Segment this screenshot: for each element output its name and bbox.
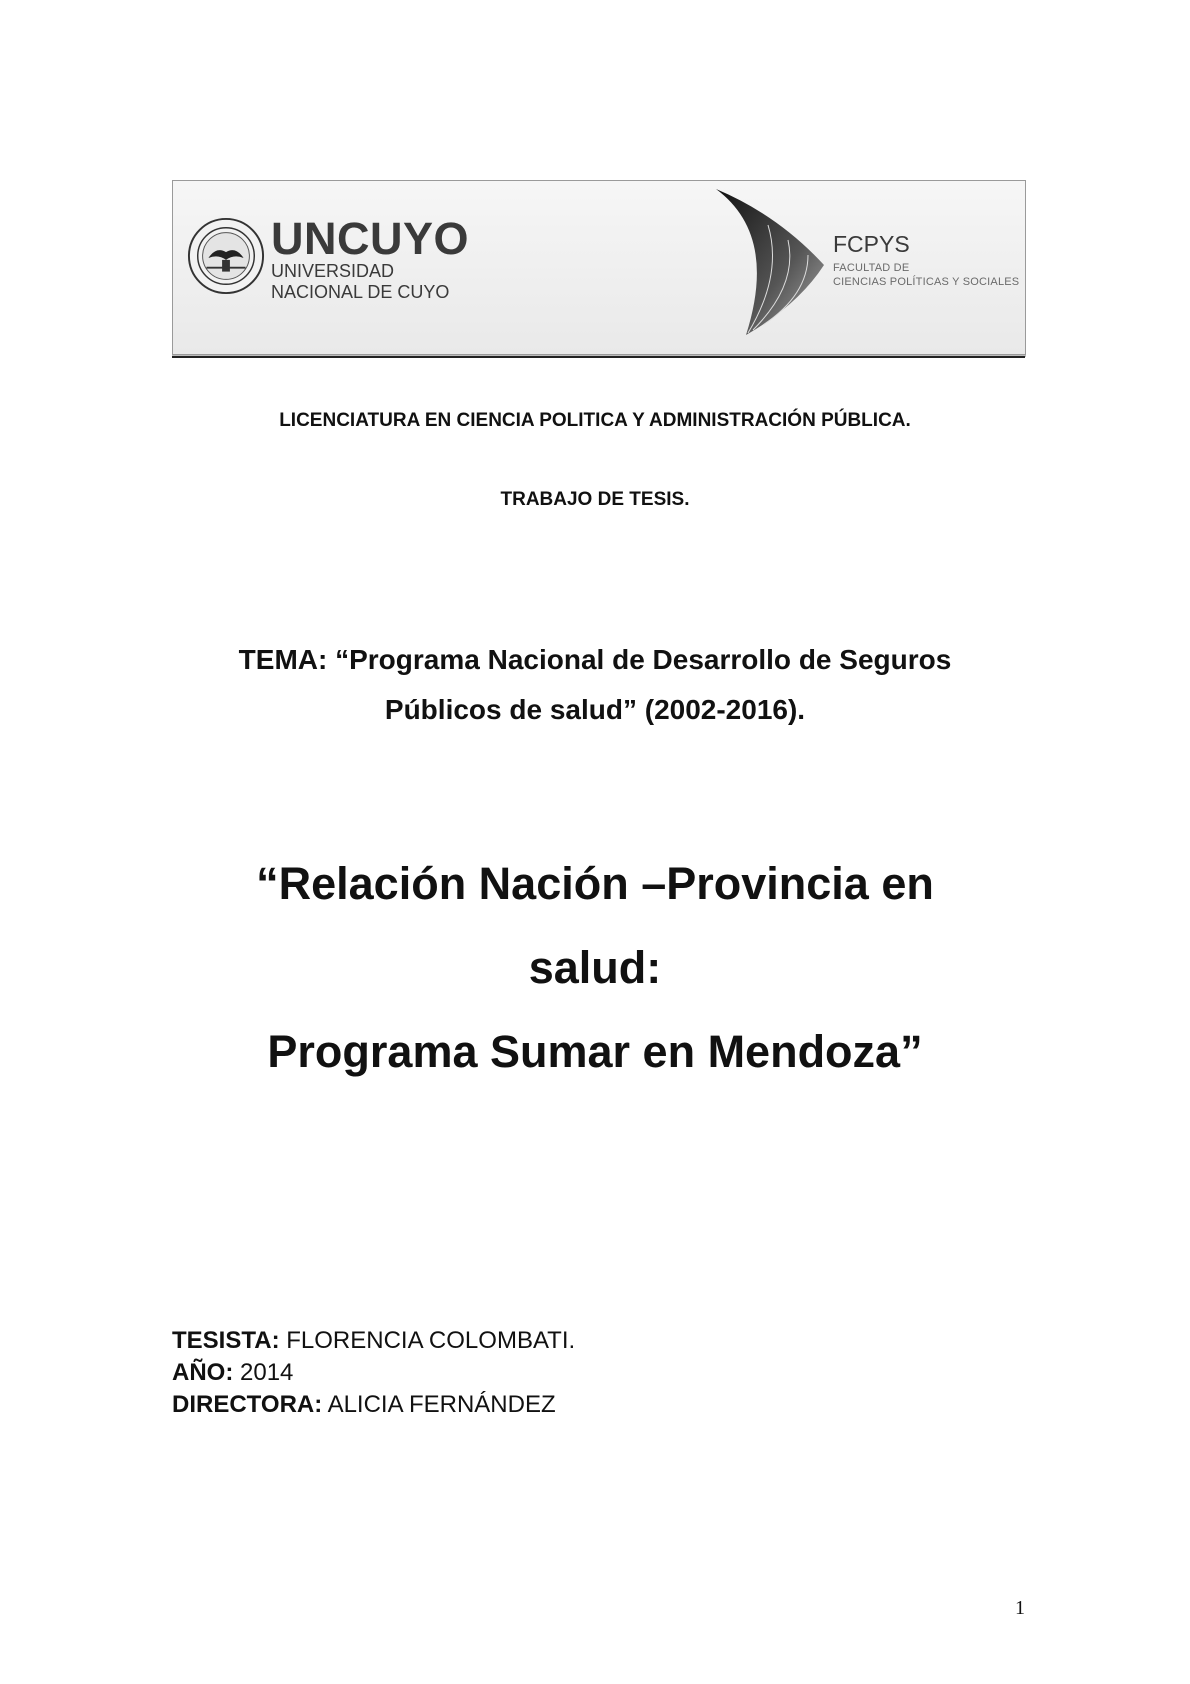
university-line-2: NACIONAL DE CUYO <box>271 282 450 302</box>
degree-title: LICENCIATURA EN CIENCIA POLITICA Y ADMINISTRACIÓN PÚBLICA. <box>279 410 911 431</box>
university-line-1: UNIVERSIDAD <box>271 261 395 281</box>
faculty-acronym: FCPYS <box>833 231 910 257</box>
thesis-title-line-3: Programa Sumar en Mendoza” <box>267 1026 923 1077</box>
document-type: TRABAJO DE TESIS. <box>500 489 690 510</box>
anio-label: AÑO: <box>172 1359 234 1386</box>
directora-label: DIRECTORA: <box>172 1391 323 1418</box>
tesista-value: FLORENCIA COLOMBATI. <box>286 1327 576 1354</box>
thesis-title-line-2: salud: <box>528 942 662 993</box>
tema-line-2: Públicos de salud” (2002-2016). <box>384 694 806 725</box>
directora-value: ALICIA FERNÁNDEZ <box>327 1391 556 1418</box>
university-seal-icon <box>187 217 265 295</box>
anio-row <box>172 1357 575 1389</box>
page-number: 1 <box>1015 1597 1025 1619</box>
faculty-line-2: CIENCIAS POLÍTICAS Y SOCIALES <box>833 276 1020 288</box>
tesista-row <box>172 1325 575 1357</box>
header-divider <box>172 356 1025 358</box>
faculty-line-1: FACULTAD DE <box>833 262 910 274</box>
university-name <box>271 261 449 303</box>
tema-label: TEMA: <box>238 644 328 675</box>
header-banner <box>172 180 1026 355</box>
thesis-title-line-1: “Relación Nación –Provincia en <box>256 858 934 909</box>
faculty-sail-logo <box>708 185 828 345</box>
university-acronym: UNCUYO <box>271 213 470 264</box>
tema-line-1-text: “Programa Nacional de Desarrollo de Seguros <box>335 644 952 675</box>
tema-block <box>0 635 1190 735</box>
faculty-name <box>833 261 1019 289</box>
tesista-label: TESISTA: <box>172 1327 280 1354</box>
thesis-title <box>0 842 1190 1094</box>
thesis-metadata <box>172 1325 575 1421</box>
anio-value: 2014 <box>240 1359 294 1386</box>
directora-row <box>172 1389 575 1421</box>
tema-line-1 <box>0 635 1190 685</box>
